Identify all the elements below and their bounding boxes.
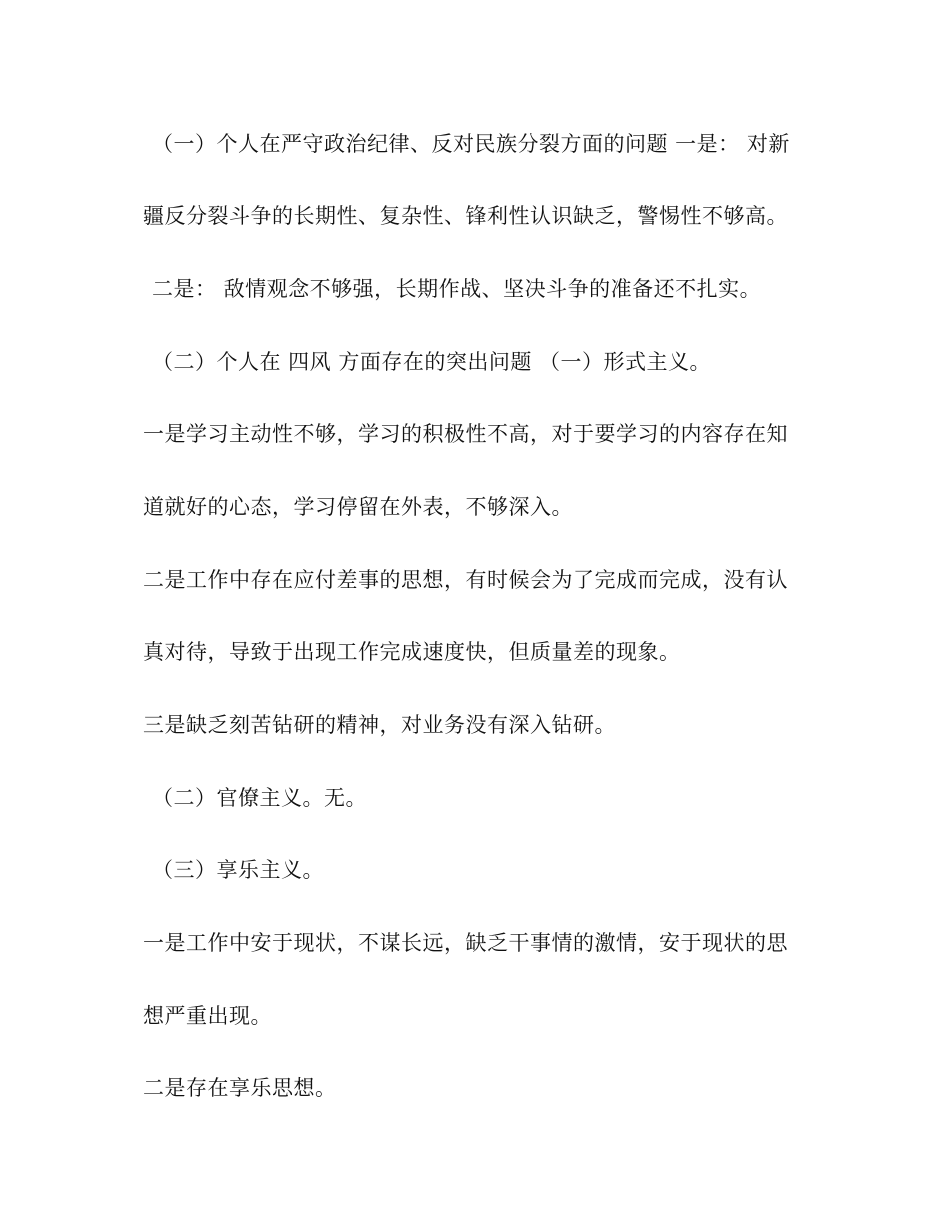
paragraph-line: 二是工作中存在应付差事的思想，有时候会为了完成而完成，没有认 xyxy=(143,568,788,592)
paragraph-line: （三）享乐主义。 xyxy=(152,858,324,882)
paragraph-line: 真对待，导致于出现工作完成速度快，但质量差的现象。 xyxy=(143,640,681,664)
paragraph-line: 三是缺乏刻苦钻研的精神，对业务没有深入钻研。 xyxy=(143,713,616,737)
paragraph-line: 一是工作中安于现状，不谋长远，缺乏干事情的激情，安于现状的思 xyxy=(143,931,788,955)
paragraph-line: 疆反分裂斗争的长期性、复杂性、锋利性认识缺乏，警惕性不够高。 xyxy=(143,204,788,228)
paragraph-line: （二）官僚主义。无。 xyxy=(152,786,367,810)
paragraph-line: 道就好的心态，学习停留在外表，不够深入。 xyxy=(143,495,573,519)
paragraph-line: 一是学习主动性不够，学习的积极性不高，对于要学习的内容存在知 xyxy=(143,422,788,446)
paragraph-line: 想严重出现。 xyxy=(143,1004,272,1028)
paragraph-line: 二是： 敌情观念不够强，长期作战、坚决斗争的准备还不扎实。 xyxy=(152,277,762,301)
paragraph-line: 二是存在享乐思想。 xyxy=(143,1076,337,1100)
paragraph-line: （一）个人在严守政治纪律、反对民族分裂方面的问题 一是： 对新 xyxy=(152,132,790,156)
paragraph-line: （二）个人在 四风 方面存在的突出问题 （一）形式主义。 xyxy=(152,350,712,374)
